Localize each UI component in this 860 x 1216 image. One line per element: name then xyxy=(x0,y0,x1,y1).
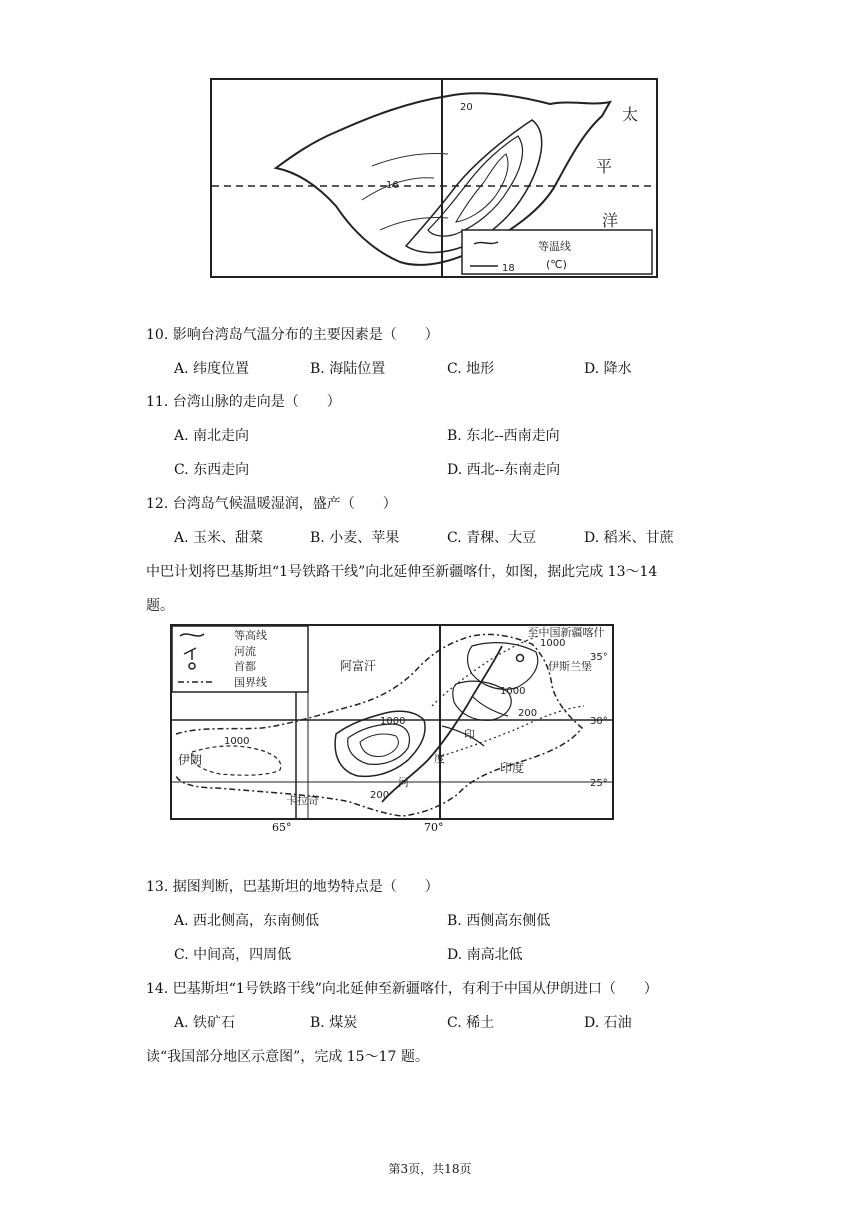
place-kashgar-route: 至中国新疆喀什 xyxy=(527,626,605,639)
q13-option-a[interactable]: A. 西北侧高，东南侧低 xyxy=(174,913,320,929)
q14-option-a[interactable]: A. 铁矿石 xyxy=(174,1015,236,1031)
q10-stem: 10. 影响台湾岛气温分布的主要因素是（ ） xyxy=(146,327,439,343)
pakistan-map xyxy=(170,624,614,820)
q10-option-c[interactable]: C. 地形 xyxy=(447,361,495,377)
intro-13-14-line1: 中巴计划将巴基斯坦“1号铁路干线”向北延伸至新疆喀什，如图，据此完成 13～14 xyxy=(146,564,658,580)
intro-13-14-line2: 题。 xyxy=(146,598,174,614)
q11-option-b[interactable]: B. 东北--西南走向 xyxy=(447,428,560,444)
taiwan-legend-unit: (℃) xyxy=(546,258,567,271)
q13-option-b[interactable]: B. 西侧高东侧低 xyxy=(447,913,551,929)
lon-label-65: 65° xyxy=(272,821,292,834)
country-iran: 伊朗 xyxy=(178,753,203,767)
q13-option-d[interactable]: D. 南高北低 xyxy=(447,947,523,963)
taiwan-label-tai: 太 xyxy=(622,105,639,124)
contour-label: 1000 xyxy=(224,736,250,747)
taiwan-map-drawing xyxy=(212,80,656,276)
river-label-char: 度 xyxy=(434,752,445,765)
q11-stem: 11. 台湾山脉的走向是（ ） xyxy=(146,394,341,410)
pakistan-legend-contour: 等高线 xyxy=(234,629,267,642)
taiwan-isotherm-map xyxy=(210,78,658,278)
q12-option-d[interactable]: D. 稻米、甘蔗 xyxy=(584,530,674,546)
place-karachi: 卡拉奇 xyxy=(286,794,319,807)
contour-label: 200 xyxy=(518,708,538,719)
q14-option-d[interactable]: D. 石油 xyxy=(584,1015,632,1031)
q14-option-c[interactable]: C. 稀土 xyxy=(447,1015,495,1031)
page-footer: 第3页，共18页 xyxy=(388,1162,472,1176)
q12-option-a[interactable]: A. 玉米、甜菜 xyxy=(174,530,264,546)
lat-label-25: 25° xyxy=(590,778,608,789)
q13-stem: 13. 据图判断，巴基斯坦的地势特点是（ ） xyxy=(146,879,439,895)
contour-label: 1000 xyxy=(540,638,566,649)
q11-option-c[interactable]: C. 东西走向 xyxy=(174,462,250,478)
place-islamabad: 伊斯兰堡 xyxy=(548,660,592,673)
pakistan-legend-border: 国界线 xyxy=(234,676,267,689)
q13-option-c[interactable]: C. 中间高，四周低 xyxy=(174,947,292,963)
q11-option-d[interactable]: D. 西北--东南走向 xyxy=(447,462,561,478)
country-india: 印度 xyxy=(500,761,525,775)
taiwan-legend-isotherm: 等温线 xyxy=(538,240,571,253)
taiwan-isotherm-label: 20 xyxy=(460,102,473,113)
country-afghanistan: 阿富汗 xyxy=(340,659,377,673)
lon-label-70: 70° xyxy=(424,821,444,834)
q12-stem: 12. 台湾岛气候温暖湿润，盛产（ ） xyxy=(146,496,397,512)
pakistan-map-drawing xyxy=(172,626,612,818)
q10-option-d[interactable]: D. 降水 xyxy=(584,361,632,377)
q14-option-b[interactable]: B. 煤炭 xyxy=(310,1015,358,1031)
taiwan-isotherm-label: 16 xyxy=(386,180,399,191)
q11-option-a[interactable]: A. 南北走向 xyxy=(174,428,250,444)
intro-15-17: 读“我国部分地区示意图”，完成 15～17 题。 xyxy=(146,1049,429,1065)
q12-option-b[interactable]: B. 小麦、苹果 xyxy=(310,530,400,546)
pakistan-legend-capital: 首都 xyxy=(234,660,256,673)
lat-label-35: 35° xyxy=(590,652,608,663)
contour-label: 1000 xyxy=(500,686,526,697)
river-label-char: 印 xyxy=(464,728,475,741)
contour-label: 1000 xyxy=(380,716,406,727)
q14-stem: 14. 巴基斯坦“1号铁路干线”向北延伸至新疆喀什，有利于中国从伊朗进口（ ） xyxy=(146,981,658,997)
q10-option-a[interactable]: A. 纬度位置 xyxy=(174,361,250,377)
taiwan-label-yang: 洋 xyxy=(602,211,619,230)
river-label-char: 河 xyxy=(398,776,409,789)
lat-label-30: 30° xyxy=(590,716,608,727)
pakistan-legend-river: 河流 xyxy=(234,645,256,658)
taiwan-label-ping: 平 xyxy=(596,157,613,176)
contour-label: 200 xyxy=(370,790,390,801)
q10-option-b[interactable]: B. 海陆位置 xyxy=(310,361,386,377)
q12-option-c[interactable]: C. 青稞、大豆 xyxy=(447,530,537,546)
taiwan-isotherm-label: 18 xyxy=(502,263,515,274)
